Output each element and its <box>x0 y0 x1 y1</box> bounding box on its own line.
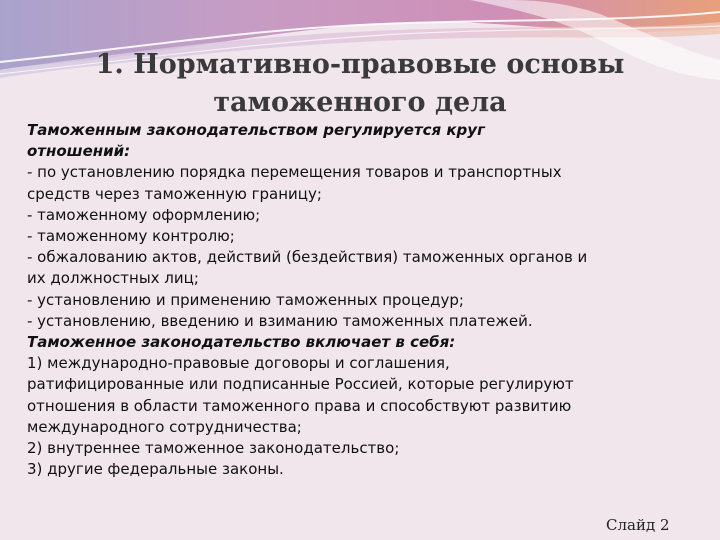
text-line: 3) другие федеральные законы. <box>27 460 284 479</box>
text-line: Таможенным законодательством регулируется круг <box>27 121 485 139</box>
text-line: - таможенному контролю; <box>27 227 235 246</box>
text-line: их должностных лиц; <box>27 269 199 288</box>
body-text <box>27 120 707 480</box>
text-line: отношений: <box>27 142 131 161</box>
text-line: - установлению и применению таможенных процедур; <box>27 290 464 309</box>
text-line: международного сотрудничества; <box>27 417 302 436</box>
text-line: ратифицированные или подписанные Россией, которые регулируют <box>27 375 574 394</box>
text-line: - установлению, введению и взиманию таможенных платежей. <box>27 311 533 330</box>
text-line: отношения в области таможенного права и способствуют развитию <box>27 396 572 415</box>
title-line-1: 1. Нормативно-правовые основы <box>95 49 625 80</box>
text-line: - обжалованию актов, действий (бездействия) таможенных органов и <box>27 248 588 267</box>
page-title <box>0 46 720 122</box>
text-line: Таможенное законодательство включает в себя: <box>27 333 456 352</box>
title-line-2: таможенного дела <box>213 87 507 118</box>
text-line: 1) международно-правовые договоры и соглашения, <box>27 354 450 373</box>
text-line: - таможенному оформлению; <box>27 205 261 224</box>
slide-number: Слайд 2 <box>606 516 670 534</box>
text-line: средств через таможенную границу; <box>27 184 322 203</box>
text-line: - по установлению порядка перемещения товаров и транспортных <box>27 163 562 182</box>
text-line: 2) внутреннее таможенное законодательство; <box>27 439 400 458</box>
